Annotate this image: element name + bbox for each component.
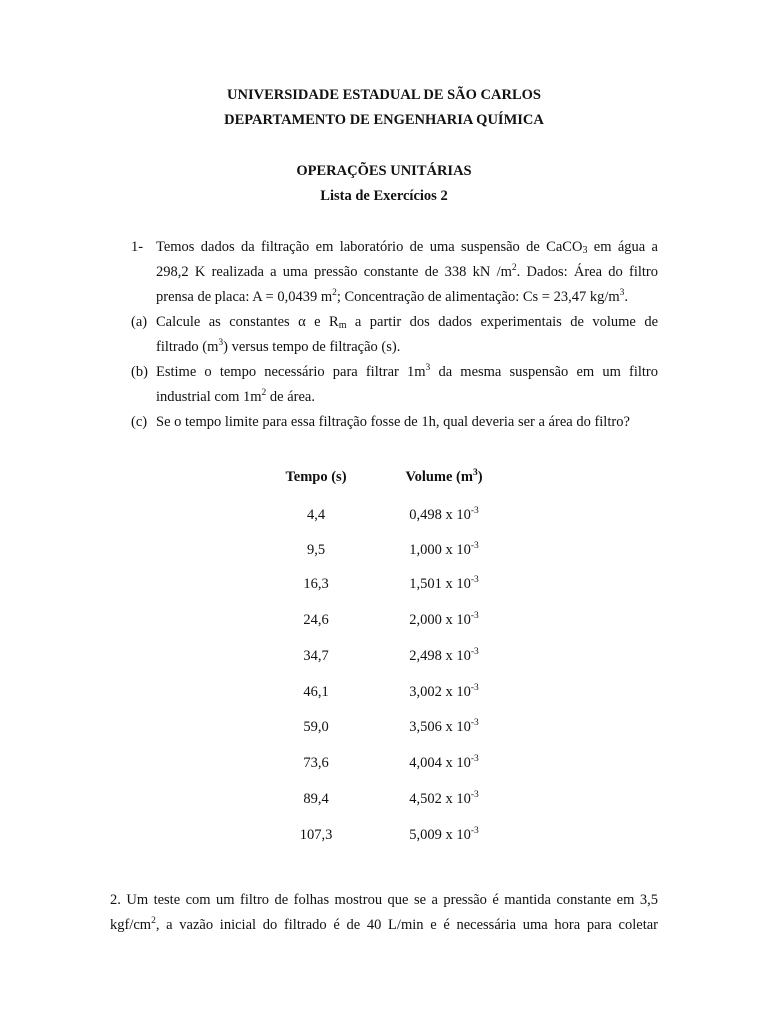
university-title: UNIVERSIDADE ESTADUAL DE SÃO CARLOS <box>227 87 541 103</box>
item-b-label: (b) <box>131 364 148 380</box>
table-cell-volume: 3,002 x $10^{-3}$ <box>409 683 479 700</box>
table-cell-volume: 3,506 x $10^{-3}$ <box>409 718 479 735</box>
table-cell-volume: 1,000 x $10^{-3}$ <box>409 541 479 558</box>
item-c-label: (c) <box>131 414 148 430</box>
table-cell-volume: 4,004 x $10^{-3}$ <box>409 754 479 771</box>
table-cell-volume: 2,000 x $10^{-3}$ <box>409 611 479 628</box>
table-cell-time: 9,5 <box>306 542 326 558</box>
item-a-line2: filtrado $(m^3)$ versus tempo de filtração (s). <box>156 338 401 355</box>
table-cell-volume: 2,498 x $10^{-3}$ <box>409 647 479 664</box>
item-b-line1: Estime o tempo necessário para filtrar $1m^3$ da mesma suspensão em um filtro <box>156 363 658 380</box>
list-title: Lista de Exercícios 2 <box>320 188 448 204</box>
problem1-line1: Temos dados da filtração em laboratório de uma suspensão de CaCO$_3$ em água a <box>156 239 658 256</box>
table-cell-volume: 0,498 x $10^{-3}$ <box>409 506 479 523</box>
item-b-line2: industrial com $1m^2$ de área. <box>156 388 315 405</box>
table-cell-volume: 4,502 x $10^{-3}$ <box>409 790 479 807</box>
table-cell-time: 24,6 <box>303 612 329 628</box>
table-cell-time: 73,6 <box>303 755 329 771</box>
item-a-label: (a) <box>131 314 148 330</box>
table-header-volume: Volume $(m^3)$ <box>405 468 483 485</box>
table-cell-time: 89,4 <box>303 791 329 807</box>
problem2-line1: 2. Um teste com um filtro de folhas mostrou que se a pressão é mantida constante em 3,5 <box>110 892 658 908</box>
problem2-line2: kgf/$cm^2$, a vazão inicial do filtrado é de 40 L/min e é necessária uma hora para coletar <box>110 916 658 933</box>
table-cell-time: 59,0 <box>303 719 329 735</box>
table-cell-time: 107,3 <box>299 827 333 843</box>
problem1-line3: prensa de placa: A = 0,0439 $m^2$; Concentração de alimentação: Cs = 23,47 $kg/m^3$. <box>156 288 629 305</box>
table-cell-volume: 5,009 x $10^{-3}$ <box>409 826 479 843</box>
item-a-line1: Calcule as constantes α e $R_m$ a partir dos dados experimentais de volume de <box>156 314 658 331</box>
table-cell-time: 16,3 <box>303 576 329 592</box>
table-cell-volume: 1,501 x $10^{-3}$ <box>409 575 479 592</box>
problem1-line2: 298,2 K realizada a uma pressão constante de 338 kN $/m^2$. Dados: Área do filtro <box>156 263 658 280</box>
table-cell-time: 4,4 <box>306 507 326 523</box>
department-title: DEPARTAMENTO DE ENGENHARIA QUÍMICA <box>224 112 544 128</box>
problem1-number: 1- <box>131 239 144 255</box>
table-cell-time: 34,7 <box>303 648 329 664</box>
table-header-time: Tempo (s) <box>285 469 347 485</box>
item-c-text: Se o tempo limite para essa filtração fosse de 1h, qual deveria ser a área do filtro? <box>156 414 630 430</box>
table-cell-time: 46,1 <box>303 684 329 700</box>
course-title: OPERAÇÕES UNITÁRIAS <box>296 163 472 179</box>
